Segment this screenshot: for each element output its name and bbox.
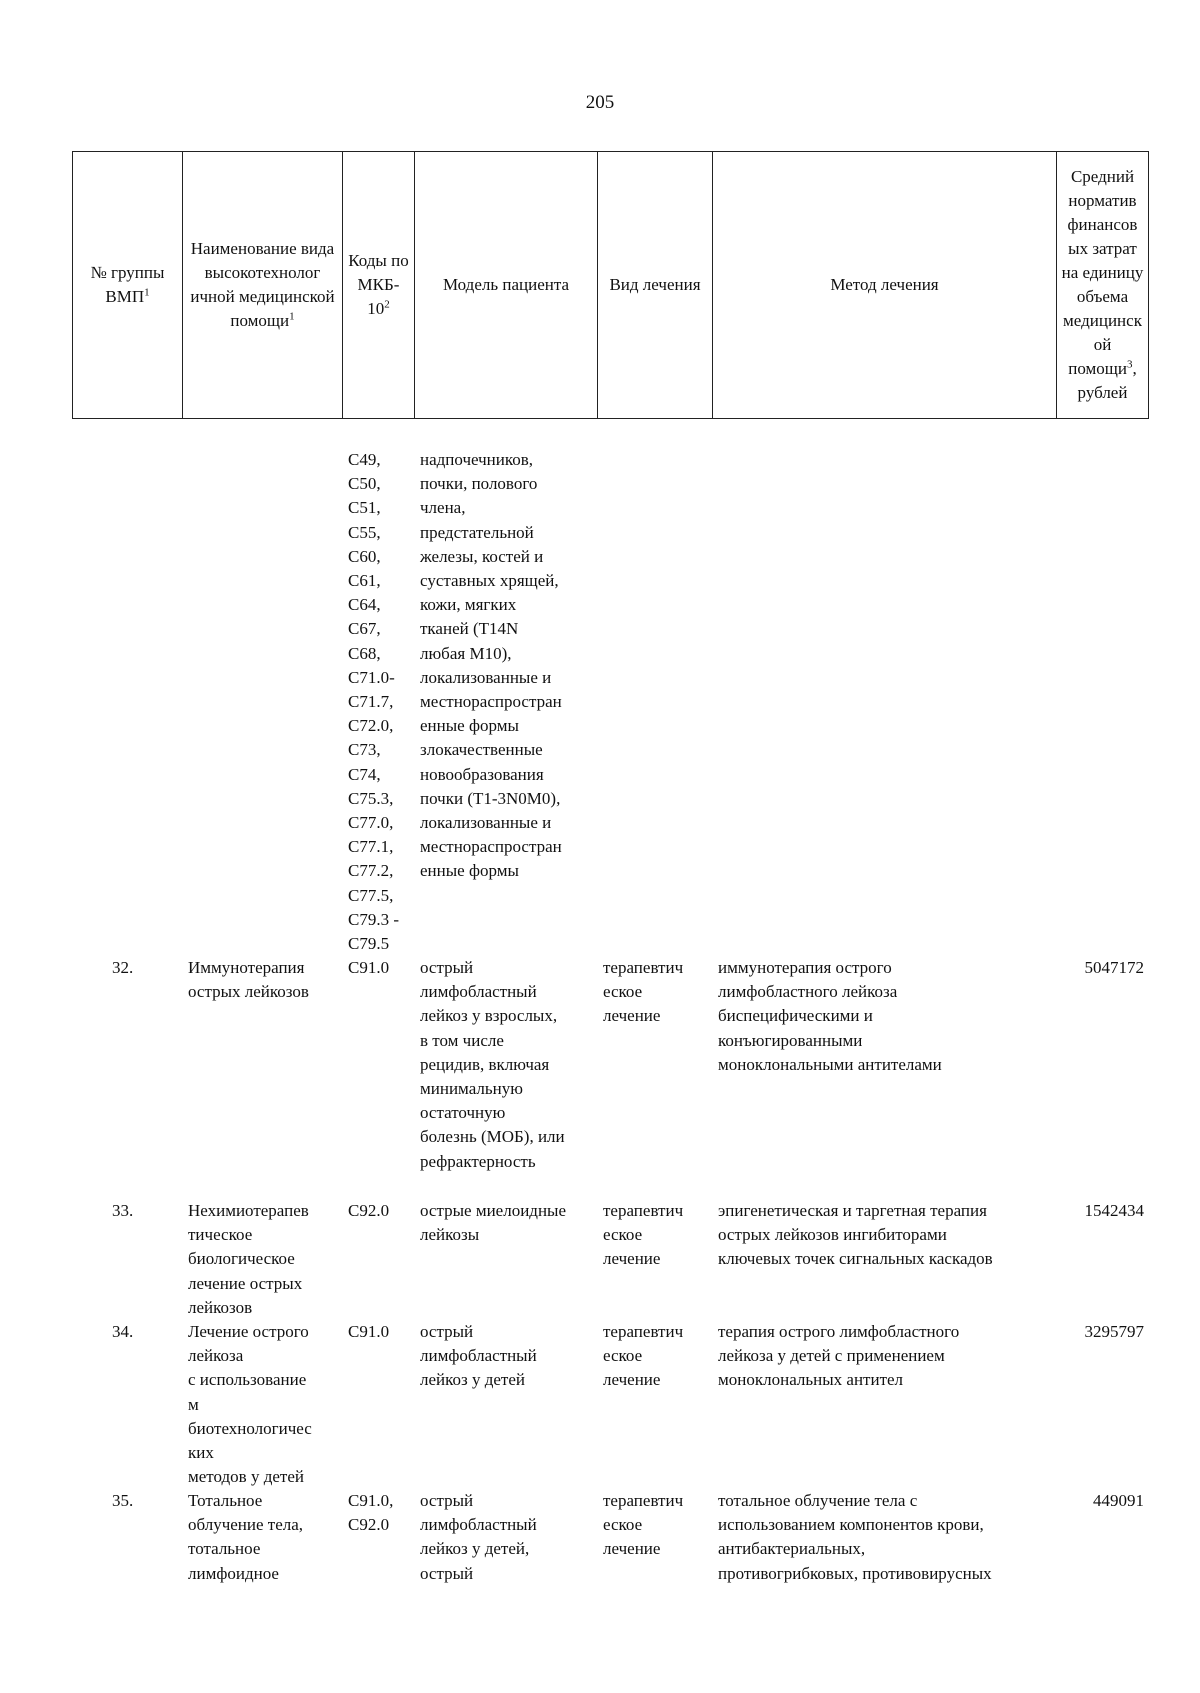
row-35-treatment-type: терапевтич еское лечение <box>603 1491 684 1559</box>
header-icd-codes: Коды по МКБ- $10^2$ <box>343 152 415 419</box>
table-header <box>72 151 1149 419</box>
header-group-number: № группы ВМП$^1$ <box>73 152 183 419</box>
row-35-patient-model: острый лимфобластный лейкоз у детей, острый <box>420 1491 537 1583</box>
row-32-treatment-method: иммунотерапия острого лимфобластного лейкоза биспецифическими и конъюгированными моноклональными антителами <box>718 958 942 1074</box>
continuation-codes: C49, C50, C51, C55, C60, C61, C64, C67, C68, C71.0- C71.7, C72.0, C73, C74, C75.3, C77.0, C77.1, C77.2, C77.5, C79.3 - C79.5 <box>348 450 399 954</box>
row-32-treatment-type: терапевтич еское лечение <box>603 958 684 1026</box>
row-35-codes: C91.0, C92.0 <box>348 1491 394 1535</box>
row-34-patient-model: острый лимфобластный лейкоз у детей <box>420 1322 537 1390</box>
header-average-cost: Средний норматив финансов ых затрат на единицу объема медицинск ой помощи$^3$, рублей <box>1057 152 1149 419</box>
row-34-cost: 3295797 <box>1084 1322 1144 1341</box>
row-35-number: 35. <box>112 1491 134 1510</box>
row-32-name: Иммунотерапия острых лейкозов <box>188 958 309 1002</box>
row-34-name: Лечение острого лейкоза с использование м биотехнологичес ких методов у детей <box>188 1322 312 1487</box>
row-35-cost: 449091 <box>1093 1491 1144 1510</box>
header-treatment-type: Вид лечения <box>598 152 713 419</box>
row-34-treatment-method: терапия острого лимфобластного лейкоза у детей с применением моноклональных антител <box>718 1322 960 1390</box>
row-33-cost: 1542434 <box>1084 1201 1144 1220</box>
row-33-codes: C92.0 <box>348 1201 390 1220</box>
row-34-codes: C91.0 <box>348 1322 390 1341</box>
header-patient-model: Модель пациента <box>415 152 598 419</box>
row-34-treatment-type: терапевтич еское лечение <box>603 1322 684 1390</box>
row-35-treatment-method: тотальное облучение тела с использованием компонентов крови, антибактериальных, противогрибковых, противовирусных <box>718 1491 992 1583</box>
header-treatment-method: Метод лечения <box>713 152 1057 419</box>
page-number: 205 <box>585 92 615 113</box>
row-32-patient-model: острый лимфобластный лейкоз у взрослых, в том числе рецидив, включая минимальную остаточную болезнь (МОБ), или рефрактерность <box>420 958 565 1171</box>
row-33-number: 33. <box>112 1201 134 1220</box>
row-33-treatment-type: терапевтич еское лечение <box>603 1201 684 1269</box>
row-32-codes: C91.0 <box>348 958 390 977</box>
row-34-number: 34. <box>112 1322 134 1341</box>
row-33-name: Нехимиотерапев тическое биологическое лечение острых лейкозов <box>188 1201 309 1317</box>
row-33-patient-model: острые миелоидные лейкозы <box>420 1201 567 1245</box>
continuation-patient-model: надпочечников, почки, полового члена, предстательной железы, костей и суставных хрящей, кожи, мягких тканей (T14N любая M10), локализованные и местнораспростран енные формы злокачественные новообразования почки (T1-3N0M0), локализованные и местнораспростран енные формы <box>420 450 562 881</box>
row-32-number: 32. <box>112 958 134 977</box>
row-32-cost: 5047172 <box>1084 958 1144 977</box>
header-care-type-name: Наименование вида высокотехнолог ичной медицинской помощи$^1$ <box>183 152 343 419</box>
row-33-treatment-method: эпигенетическая и таргетная терапия острых лейкозов ингибиторами ключевых точек сигнальных каскадов <box>718 1201 993 1269</box>
row-35-name: Тотальное облучение тела, тотальное лимфоидное <box>188 1491 304 1583</box>
